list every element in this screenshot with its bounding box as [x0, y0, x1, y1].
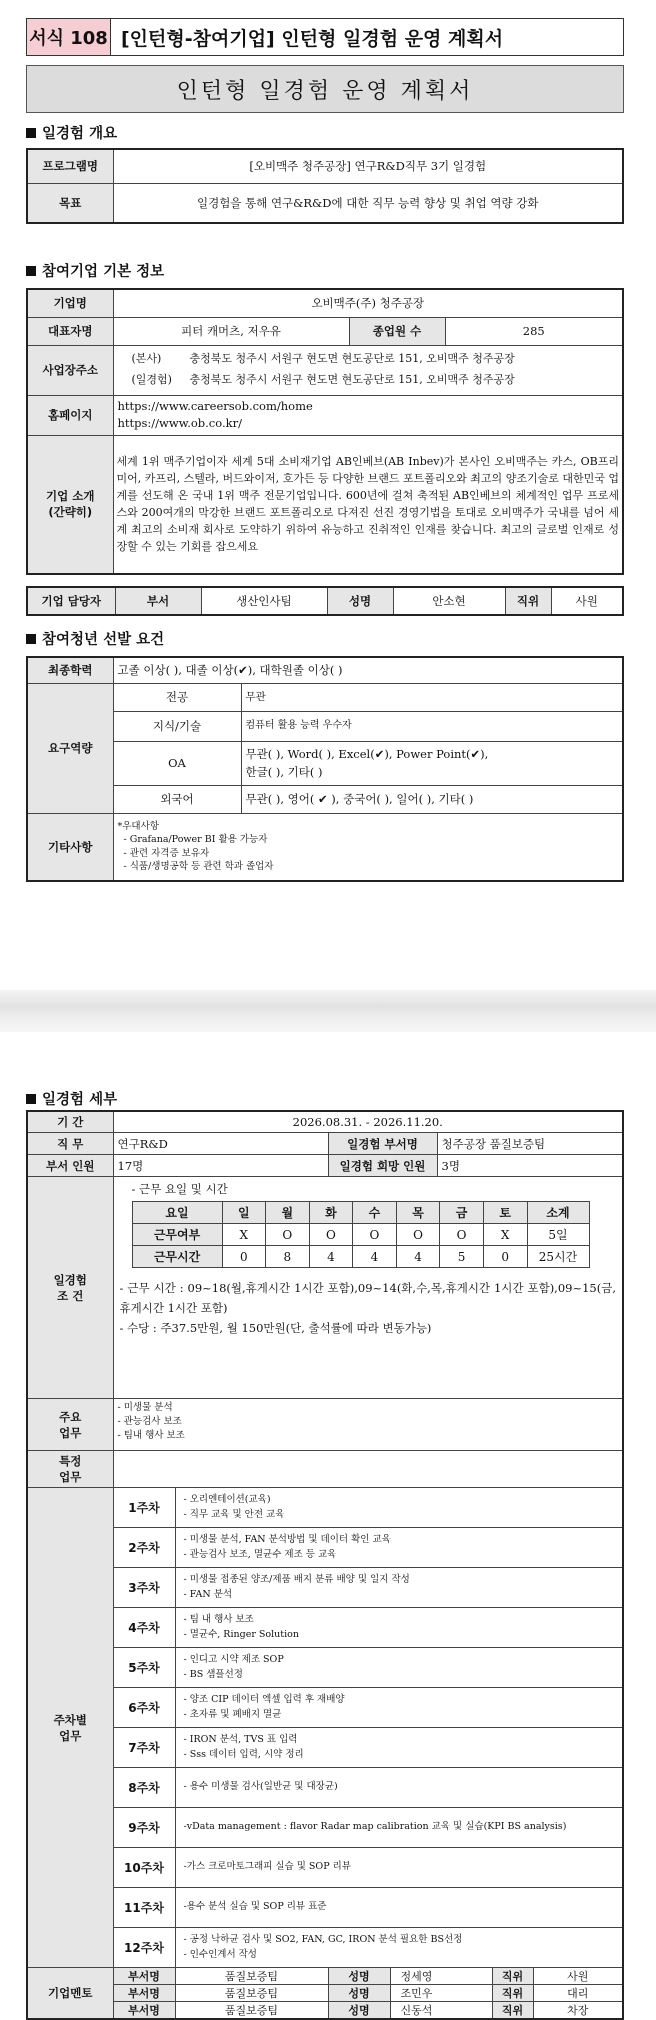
weekly-tasks-label	[27, 1488, 113, 1968]
intro-label-line1: 기업 소개	[46, 489, 95, 504]
mentor-name: 신동석	[390, 2002, 492, 2020]
document-title: 인턴형 일경험 운영 계획서	[26, 65, 624, 113]
mentor-position: 차장	[533, 2002, 623, 2020]
contact-position-value: 사원	[551, 587, 623, 615]
page-2	[0, 1032, 656, 2017]
schedule-table	[132, 1201, 590, 1268]
language-label: 외국어	[113, 785, 241, 813]
mentor-name-label: 성명	[328, 2002, 390, 2020]
homepage-link-2[interactable]: https://www.ob.co.kr/	[117, 416, 242, 431]
week-label: 6주차	[113, 1688, 175, 1728]
week-label: 7주차	[113, 1728, 175, 1768]
intro-label	[27, 436, 113, 574]
main-tasks-value	[113, 1399, 623, 1451]
week-item: - 인디고 시약 제조 SOP	[183, 1653, 284, 1665]
address-site-tag: (일경험)	[131, 373, 172, 386]
conditions-cell	[113, 1177, 623, 1399]
dept-name-value: 청주공장 품질보증팀	[437, 1133, 623, 1155]
special-tasks-label	[27, 1451, 113, 1488]
goal-value: 일경험을 통해 연구&R&D에 대한 직무 능력 향상 및 취업 역량 강화	[113, 183, 623, 223]
homepage-label: 홈페이지	[27, 395, 113, 436]
schedule-cell: 4	[396, 1246, 440, 1268]
week-item: - 미생물 분석, FAN 분석방법 및 데이터 확인 교육	[183, 1533, 391, 1545]
staff-count-label: 부서 인원	[27, 1155, 113, 1177]
week-item: - 인수인계서 작성	[183, 1948, 257, 1960]
ceo-label: 대표자명	[27, 317, 113, 345]
schedule-cell: O	[266, 1224, 310, 1246]
week-item: - IRON 분석, TVS 표 입력	[183, 1733, 298, 1745]
form-header	[26, 18, 624, 56]
job-value: 연구R&D	[113, 1133, 328, 1155]
page-separator	[0, 990, 656, 1032]
employee-count-label: 종업원 수	[349, 317, 445, 345]
contact-dept-label: 부서	[115, 587, 201, 615]
week-label: 4주차	[113, 1608, 175, 1648]
contact-position-label: 직위	[505, 587, 551, 615]
section-heading-overview	[26, 122, 117, 143]
schedule-header: 소계	[527, 1202, 589, 1224]
mentor-name-label: 성명	[328, 1985, 390, 2002]
mentor-name-label: 성명	[328, 1968, 390, 1985]
special-tasks-label-line2: 업무	[59, 1470, 82, 1484]
job-label: 직 무	[27, 1133, 113, 1155]
week-item: - 멸균수, Ringer Solution	[183, 1628, 299, 1640]
week-label: 10주차	[113, 1848, 175, 1888]
week-label: 1주차	[113, 1488, 175, 1528]
mentor-name: 정세영	[390, 1968, 492, 1985]
education-label: 최종학력	[27, 657, 113, 683]
week-label: 11주차	[113, 1888, 175, 1928]
week-item: - 팀 내 행사 보조	[183, 1613, 254, 1625]
week-item: -용수 분석 실습 및 SOP 리뷰 표준	[183, 1901, 327, 1913]
homepage-value	[113, 395, 623, 436]
dept-name-label: 일경험 부서명	[328, 1133, 437, 1155]
mentor-dept-label: 부서명	[113, 2002, 175, 2020]
week-items	[175, 1688, 623, 1728]
schedule-header: 화	[309, 1202, 353, 1224]
mentor-position: 대리	[533, 1985, 623, 2002]
weekly-tasks-label-line2: 업무	[59, 1728, 82, 1743]
company-intro-text: 세계 1위 맥주기업이자 세계 5대 소비재기업 AB인베브(AB Inbev)가 본사인 오비맥주는 카스, OB프리미어, 카프리, 스텔라, 버드와이저, 호가든 등 다양한 브랜드 포트폴리오와 최고의 양조기술로 대한민국 업계를 선도해 온 국내 1위 맥주 전문기업입니다. 600년에 걸쳐 축적된 AB인베브의 체계적인 업무 프로세스와 200여개의 막강한 브랜드 포트폴리오로 다져진 선진 경영기법을 토대로 오비맥주가 국내를 넘어 세계 최고의 소비재 회사로 도약하기 위하여 유능하고 진취적인 인재를 찾습니다. 최고의 글로벌 인재로 성장할 수 있는 기회를 잡으세요	[113, 436, 623, 574]
mentor-label: 기업멘토	[27, 1968, 113, 2020]
special-tasks-value	[113, 1451, 623, 1488]
schedule-cell: 5일	[527, 1224, 589, 1246]
etc-label: 기타사항	[27, 813, 113, 881]
mentor-dept-label: 부서명	[113, 1968, 175, 1985]
week-item: - 공정 낙하균 검사 및 SO2, FAN, GC, IRON 분석 필요한 BS선정	[183, 1933, 463, 1945]
selection-table	[26, 656, 624, 882]
week-item: - 미생물 접종된 양조/제품 배지 분류 배양 및 일지 작성	[183, 1573, 410, 1585]
main-tasks-label	[27, 1399, 113, 1451]
square-bullet-icon	[26, 128, 36, 138]
address-hq: 충청북도 청주시 서원구 현도면 현도공단로 151, 오비맥주 청주공장	[189, 352, 515, 366]
working-hours-text: - 근무 시간 : 09~18(월,휴게시간 1시간 포함),09~14(화,수,목,휴게시간 1시간 포함),09~15(금,휴게시간 1시간 포함)	[119, 1281, 616, 1316]
etc-line: - 식품/생명공학 등 관련 학과 졸업자	[123, 861, 274, 873]
oa-value	[241, 741, 623, 785]
hope-count-value: 3명	[437, 1155, 623, 1177]
conditions-label-line2: 조 건	[57, 1288, 84, 1303]
week-items	[175, 1888, 623, 1928]
week-item: - 용수 미생물 검사(일반균 및 대장균)	[183, 1781, 338, 1793]
mentor-dept-label: 부서명	[113, 1985, 175, 2002]
etc-value	[113, 813, 623, 881]
oa-value-line1: 무관( ), Word( ), Excel(✔), Power Point(✔),	[245, 746, 489, 761]
main-tasks-label-line2: 업무	[59, 1425, 82, 1440]
address-label: 사업장주소	[27, 345, 113, 395]
square-bullet-icon	[26, 634, 36, 644]
skill-value: 컴퓨터 활용 능력 우수자	[241, 711, 623, 741]
week-items	[175, 1928, 623, 1968]
square-bullet-icon	[26, 1094, 36, 1104]
schedule-cell: X	[222, 1224, 266, 1246]
week-label: 5주차	[113, 1648, 175, 1688]
week-item: - 직무 교육 및 안전 교육	[183, 1508, 285, 1520]
main-task-item: - 미생물 분석	[117, 1402, 173, 1413]
staff-count-value: 17명	[113, 1155, 328, 1177]
schedule-cell: 0	[222, 1246, 266, 1268]
schedule-cell: 25시간	[527, 1246, 589, 1268]
period-value: 2026.08.31. - 2026.11.20.	[113, 1111, 623, 1133]
week-item: - 초자류 및 폐배지 멸균	[183, 1708, 282, 1720]
section-heading-company	[26, 260, 164, 281]
section-title: 일경험 세부	[42, 1092, 118, 1108]
mentor-dept: 품질보증팀	[175, 2002, 328, 2020]
schedule-cell: 8	[266, 1246, 310, 1268]
schedule-header: 요일	[132, 1202, 222, 1224]
schedule-cell: 5	[440, 1246, 484, 1268]
week-items	[175, 1608, 623, 1648]
etc-line: - 관련 자격증 보유자	[123, 847, 210, 859]
week-items	[175, 1728, 623, 1768]
intro-label-line2: (간략히)	[48, 505, 93, 520]
language-value: 무관( ), 영어( ✔ ), 중국어( ), 일어( ), 기타( )	[241, 785, 623, 813]
week-item: -가스 크로마토그래피 실습 및 SOP 리뷰	[183, 1861, 351, 1873]
conditions-label-line1: 일경험	[53, 1272, 87, 1287]
mentor-position-label: 직위	[492, 1968, 533, 1985]
ceo-value: 피터 캐머츠, 저우유	[113, 317, 349, 345]
schedule-row-label: 근무여부	[132, 1224, 222, 1246]
major-value: 무관	[241, 683, 623, 711]
contact-name-value: 안소현	[393, 587, 505, 615]
mentor-dept: 품질보증팀	[175, 1968, 328, 1985]
major-label: 전공	[113, 683, 241, 711]
company-name-value: 오비맥주(주) 청주공장	[113, 289, 623, 317]
schedule-cell: O	[396, 1224, 440, 1246]
section-heading-selection	[26, 628, 164, 649]
week-items	[175, 1488, 623, 1528]
square-bullet-icon	[26, 266, 36, 276]
week-item: - 관능검사 보조, 멸균수 제조 등 교육	[183, 1548, 337, 1560]
schedule-cell: 4	[353, 1246, 397, 1268]
contact-dept-value: 생산인사팀	[201, 587, 327, 615]
etc-line: *우대사항	[117, 821, 159, 833]
week-item: - Sss 데이터 입력, 시약 정리	[183, 1748, 304, 1760]
schedule-cell: O	[309, 1224, 353, 1246]
week-item: - 오리엔테이션(교육)	[183, 1493, 271, 1505]
pay-text: - 수당 : 주37.5만원, 월 150만원(단, 출석률에 따라 변동가능)	[119, 1321, 432, 1336]
week-label: 2주차	[113, 1528, 175, 1568]
week-items	[175, 1768, 623, 1808]
company-name-label: 기업명	[27, 289, 113, 317]
week-item: - FAN 분석	[183, 1588, 233, 1600]
section-title: 참여기업 기본 정보	[42, 264, 165, 280]
program-label: 프로그램명	[27, 149, 113, 183]
schedule-header: 토	[483, 1202, 527, 1224]
form-number-badge: 서식 108	[27, 19, 111, 55]
schedule-header-row	[132, 1202, 589, 1224]
requirements-label: 요구역량	[27, 683, 113, 813]
week-items	[175, 1848, 623, 1888]
form-title: [인턴형-참여기업] 인턴형 일경험 운영 계획서	[121, 27, 504, 50]
schedule-header: 일	[222, 1202, 266, 1224]
week-item: -vData management : flavor Radar map calibration 교육 및 실습(KPI BS analysis)	[183, 1821, 567, 1833]
contact-table	[26, 586, 624, 616]
schedule-cell: 0	[483, 1246, 527, 1268]
schedule-header: 금	[440, 1202, 484, 1224]
schedule-cell: O	[440, 1224, 484, 1246]
main-task-item: - 팀내 행사 보조	[117, 1429, 185, 1441]
oa-value-line2: 한글( ), 기타( )	[245, 765, 323, 779]
week-label: 12주차	[113, 1928, 175, 1968]
program-value: [오비맥주 청주공장] 연구R&D직무 3기 일경험	[113, 149, 623, 183]
section-title: 일경험 개요	[42, 126, 118, 142]
week-item: - BS 샘플선정	[183, 1668, 243, 1680]
contact-name-label: 성명	[327, 587, 393, 615]
conditions-label	[27, 1177, 113, 1399]
section-title: 참여청년 선발 요건	[42, 632, 165, 648]
goal-label: 목표	[27, 183, 113, 223]
address-hq-tag: (본사)	[131, 352, 162, 366]
contact-label: 기업 담당자	[27, 587, 115, 615]
mentor-name: 조민우	[390, 1985, 492, 2002]
schedule-row-label: 근무시간	[132, 1246, 222, 1268]
employee-count-value: 285	[445, 317, 623, 345]
week-items	[175, 1528, 623, 1568]
week-label: 3주차	[113, 1568, 175, 1608]
schedule-cell: X	[483, 1224, 527, 1246]
schedule-row-workday	[132, 1224, 589, 1246]
mentor-position-label: 직위	[492, 1985, 533, 2002]
schedule-row-hours	[132, 1246, 589, 1268]
etc-line: - Grafana/Power BI 활용 가능자	[123, 834, 268, 846]
address-site: 충청북도 청주시 서원구 현도면 현도공단로 151, 오비맥주 청주공장	[189, 373, 515, 386]
week-label: 8주차	[113, 1768, 175, 1808]
special-tasks-label-line1: 특정	[59, 1454, 82, 1468]
education-value: 고졸 이상( ), 대졸 이상(✔), 대학원졸 이상( )	[113, 657, 623, 683]
mentor-dept: 품질보증팀	[175, 1985, 328, 2002]
company-table	[26, 288, 624, 575]
week-items	[175, 1568, 623, 1608]
schedule-header: 목	[396, 1202, 440, 1224]
schedule-header: 수	[353, 1202, 397, 1224]
schedule-cell: O	[353, 1224, 397, 1246]
page-1	[0, 0, 656, 990]
homepage-link-1[interactable]: https://www.careersob.com/home	[117, 398, 313, 413]
conditions-heading: - 근무 요일 및 시간	[131, 1182, 228, 1196]
week-items	[175, 1808, 623, 1848]
skill-label: 지식/기술	[113, 711, 241, 741]
mentor-position: 사원	[533, 1968, 623, 1985]
section-heading-details	[26, 1088, 117, 1109]
address-value	[113, 345, 623, 395]
mentor-position-label: 직위	[492, 2002, 533, 2020]
oa-label: OA	[113, 741, 241, 785]
week-items	[175, 1648, 623, 1688]
schedule-header: 월	[266, 1202, 310, 1224]
week-label: 9주차	[113, 1808, 175, 1848]
main-tasks-label-line1: 주요	[59, 1409, 82, 1424]
main-task-item: - 관능검사 보조	[117, 1415, 182, 1427]
hope-count-label: 일경험 희망 인원	[328, 1155, 437, 1177]
schedule-cell: 4	[309, 1246, 353, 1268]
week-item: - 양조 CIP 데이터 엑셀 입력 후 재배양	[183, 1693, 345, 1705]
weekly-tasks-label-line1: 주차별	[53, 1712, 87, 1727]
period-label: 기 간	[27, 1111, 113, 1133]
overview-table	[26, 148, 624, 224]
details-table	[26, 1110, 624, 2020]
